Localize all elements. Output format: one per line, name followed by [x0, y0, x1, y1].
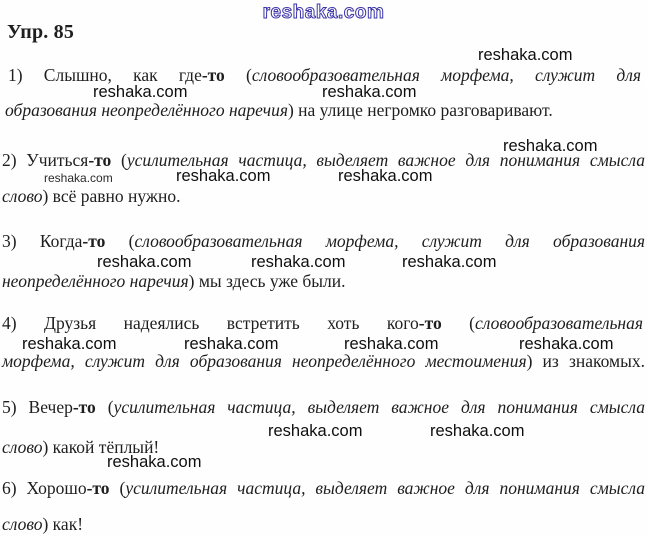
text-segment: (	[109, 478, 126, 498]
text-segment: (	[224, 65, 252, 85]
watermark: reshaka.com	[519, 335, 614, 353]
watermark: reshaka.com	[176, 167, 271, 185]
text-segment: 6) Хорошо	[2, 478, 87, 498]
grammar-note-italic: усилительная частица, выделяет важное для понимания смысла	[126, 150, 645, 170]
grammar-note-italic: слово	[2, 514, 43, 534]
grammar-note-italic: морфема, служит для образования неопределённого местоимения	[2, 351, 527, 371]
item-6-line-2	[2, 514, 642, 535]
particle-bold: -то	[418, 313, 442, 333]
text-segment: 1) Слышно, как где	[8, 65, 202, 85]
watermark: reshaka.com	[322, 83, 417, 101]
grammar-note-italic: словообразовательная	[475, 313, 644, 333]
item-4-line-2	[2, 351, 645, 372]
item-3-line-2	[2, 271, 642, 292]
watermark: reshaka.com	[402, 253, 497, 271]
particle-bold: -то	[72, 397, 96, 417]
grammar-note-italic: усилительная частица, выделяет важное для понимания смысла	[125, 478, 646, 498]
grammar-note-italic: слово	[2, 437, 43, 457]
particle-bold: -то	[86, 478, 110, 498]
text-segment: ) из знакомых.	[526, 351, 646, 371]
text-segment: ) какой тёплый!	[42, 437, 160, 457]
watermark: reshaka.com	[478, 46, 573, 64]
grammar-note-italic: словообразовательная морфема, служит для образования	[134, 231, 646, 251]
exercise-title: Упр. 85	[7, 21, 75, 43]
item-1-line-1	[8, 65, 641, 86]
grammar-note-italic: слово	[2, 186, 43, 206]
text-segment: (	[105, 231, 135, 251]
watermark: reshaka.com	[184, 335, 279, 353]
text-segment: ) на улице негромко разговаривают.	[287, 100, 553, 120]
item-2-line-2	[2, 186, 642, 207]
watermark: reshaka.com	[344, 335, 439, 353]
item-6-line-1	[2, 478, 645, 499]
watermark: reshaka.com	[107, 453, 202, 471]
grammar-note-italic: словообразовательная морфема, служит для	[251, 65, 641, 85]
grammar-note-italic: неопределённого наречия	[2, 271, 189, 291]
grammar-note-italic: усилительная частица, выделяет важное для понимания смысла	[113, 397, 645, 417]
particle-bold: -то	[82, 231, 106, 251]
watermark: reshaka.com	[430, 422, 525, 440]
text-segment: ) всё равно нужно.	[42, 186, 181, 206]
watermark: reshaka.com	[44, 171, 113, 185]
text-segment: (	[111, 150, 127, 170]
item-5-line-2	[2, 437, 642, 458]
particle-bold: -то	[201, 65, 225, 85]
text-segment: ) как!	[42, 514, 84, 534]
text-segment: 2) Учиться	[2, 150, 89, 170]
watermark: reshaka.com	[251, 253, 346, 271]
grammar-note-italic: образования неопределённого наречия	[5, 100, 288, 120]
watermark: reshaka.com	[268, 422, 363, 440]
watermark: reshaka.com	[22, 335, 117, 353]
watermark-blue-outline: reshaka.com	[262, 2, 385, 23]
item-3-line-1	[2, 231, 645, 252]
text-segment: (	[95, 397, 114, 417]
item-5-line-1	[2, 397, 645, 418]
text-segment: ) мы здесь уже были.	[188, 271, 346, 291]
item-2-line-1	[2, 150, 645, 171]
watermark: reshaka.com	[503, 137, 598, 155]
text-segment: 5) Вечер	[2, 397, 73, 417]
watermark: reshaka.com	[338, 167, 433, 185]
item-1-line-2	[5, 100, 645, 121]
item-4-line-1	[2, 313, 643, 334]
text-segment: 4) Друзья надеялись встретить хоть кого	[2, 313, 419, 333]
watermark: reshaka.com	[93, 83, 188, 101]
particle-bold: -то	[88, 150, 112, 170]
text-segment: (	[441, 313, 475, 333]
text-segment: 3) Когда	[2, 231, 83, 251]
watermark: reshaka.com	[97, 253, 192, 271]
